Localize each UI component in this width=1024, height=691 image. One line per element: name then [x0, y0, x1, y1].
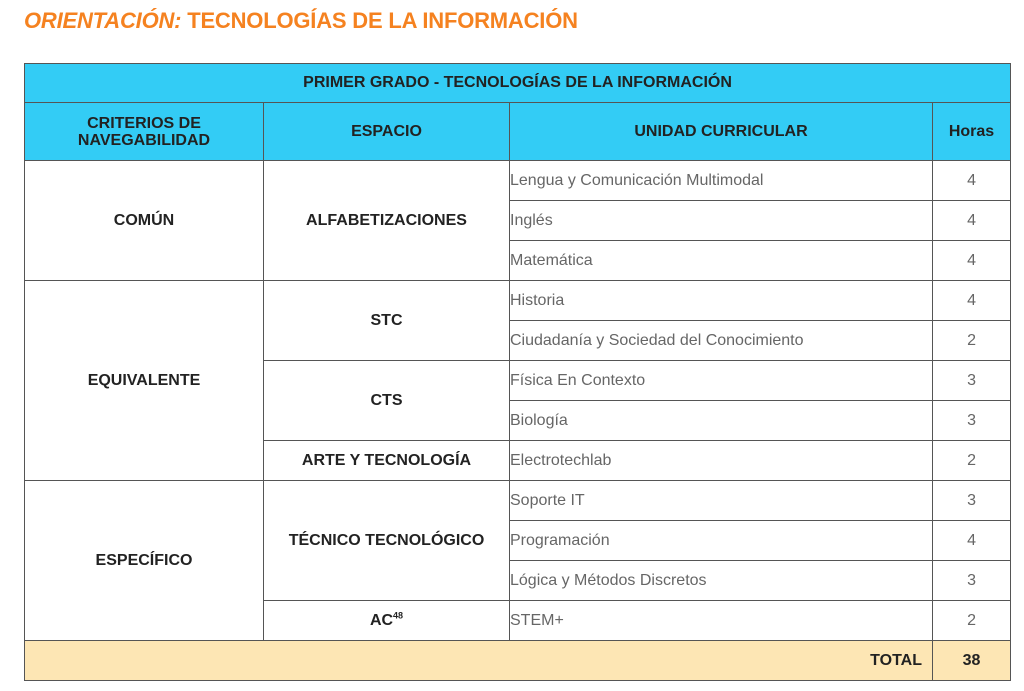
hours-cell: 2 — [933, 321, 1011, 361]
table-banner-row — [25, 64, 1011, 103]
space-ac — [264, 601, 510, 641]
space-tecnico-tecnologico: TÉCNICO TECNOLÓGICO — [264, 481, 510, 601]
table-banner: PRIMER GRADO - TECNOLOGÍAS DE LA INFORMACIÓN — [25, 64, 1011, 103]
page-heading — [24, 8, 578, 34]
table-header-row — [25, 103, 1011, 161]
unit-cell: Lengua y Comunicación Multimodal — [510, 161, 933, 201]
unit-cell: Inglés — [510, 201, 933, 241]
unit-cell: Ciudadanía y Sociedad del Conocimiento — [510, 321, 933, 361]
unit-cell: Lógica y Métodos Discretos — [510, 561, 933, 601]
unit-cell: Programación — [510, 521, 933, 561]
total-row — [25, 641, 1011, 681]
hours-cell: 2 — [933, 601, 1011, 641]
group-especifico: ESPECÍFICO — [25, 481, 264, 641]
space-ac-label: AC — [369, 611, 394, 629]
group-comun: COMÚN — [25, 161, 264, 281]
unit-cell: Historia — [510, 281, 933, 321]
group-equivalente: EQUIVALENTE — [25, 281, 264, 481]
unit-cell: Matemática — [510, 241, 933, 281]
space-arte-tecnologia: ARTE Y TECNOLOGÍA — [264, 441, 510, 481]
space-alfabetizaciones: ALFABETIZACIONES — [264, 161, 510, 281]
table-row — [25, 161, 1011, 201]
total-label: TOTAL — [25, 641, 933, 681]
total-value: 38 — [933, 641, 1011, 681]
hours-cell: 4 — [933, 161, 1011, 201]
header-horas: Horas — [933, 103, 1011, 161]
curriculum-table — [24, 63, 1011, 681]
unit-cell: Biología — [510, 401, 933, 441]
table-row — [25, 481, 1011, 521]
hours-cell: 3 — [933, 361, 1011, 401]
hours-cell: 4 — [933, 241, 1011, 281]
header-criterios: CRITERIOS DE NAVEGABILIDAD — [25, 103, 264, 161]
hours-cell: 2 — [933, 441, 1011, 481]
hours-cell: 4 — [933, 521, 1011, 561]
unit-cell: Soporte IT — [510, 481, 933, 521]
hours-cell: 4 — [933, 281, 1011, 321]
table-row — [25, 281, 1011, 321]
header-unidad: UNIDAD CURRICULAR — [510, 103, 933, 161]
hours-cell: 4 — [933, 201, 1011, 241]
space-stc: STC — [264, 281, 510, 361]
hours-cell: 3 — [933, 481, 1011, 521]
footnote-marker: 48 — [393, 610, 404, 621]
space-cts: CTS — [264, 361, 510, 441]
header-espacio: ESPACIO — [264, 103, 510, 161]
heading-prefix: ORIENTACIÓN: — [24, 8, 182, 33]
heading-title: TECNOLOGÍAS DE LA INFORMACIÓN — [187, 8, 578, 33]
unit-cell: Física En Contexto — [510, 361, 933, 401]
hours-cell: 3 — [933, 561, 1011, 601]
unit-cell: STEM+ — [510, 601, 933, 641]
unit-cell: Electrotechlab — [510, 441, 933, 481]
hours-cell: 3 — [933, 401, 1011, 441]
